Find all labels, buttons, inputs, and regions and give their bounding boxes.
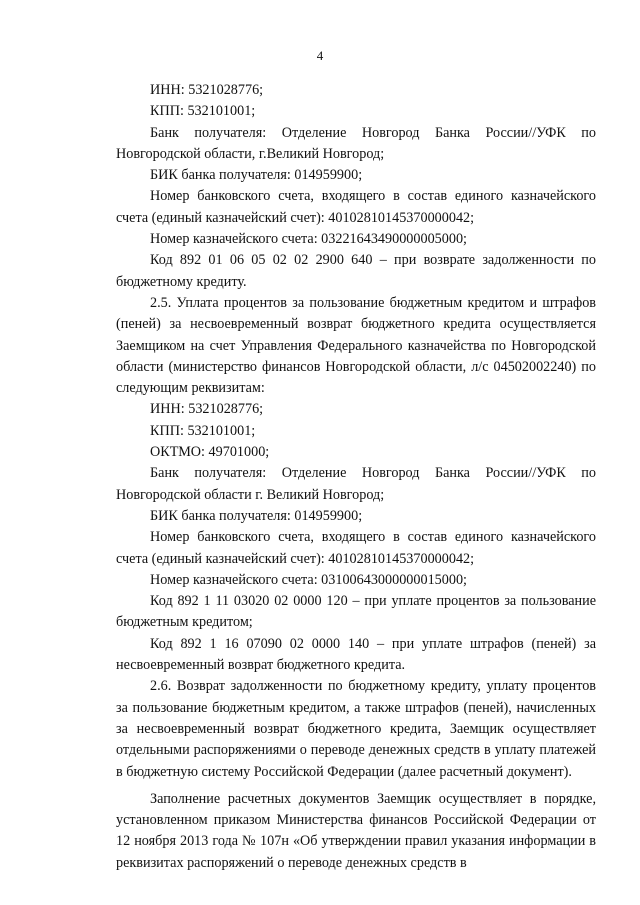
inn-line: ИНН: 5321028776; — [150, 401, 264, 418]
kpp-line: КПП: 532101001; — [150, 103, 256, 120]
kpp-line: КПП: 532101001; — [150, 422, 256, 439]
paragraph-filling: Заполнение расчетных документов Заемщик осуществляет в порядке, установленном приказом Министерства финансов Российской Федерации от 12 ноября 2013 года № 107н «Об утверждении правил указания информации в реквизитах распоряжений о переводе денежных средств в — [116, 790, 596, 871]
code-interest-line: Код 892 1 11 03020 02 0000 120 – при уплате процентов за пользование бюджетным кредитом; — [116, 593, 596, 631]
bank-account-line: Номер банковского счета, входящего в состав единого казначейского счета (единый казначейский счет): 40102810145370000042; — [116, 188, 596, 226]
code-line: Код 892 01 06 05 02 02 2900 640 – при возврате задолженности по бюджетному кредиту. — [116, 252, 596, 290]
page-number: 4 — [316, 48, 324, 63]
document-body — [116, 80, 596, 874]
oktmo-line: ОКТМО: 49701000; — [150, 444, 270, 461]
treasury-account-line: Номер казначейского счета: 03221643490000005000; — [150, 231, 467, 248]
bank-account-line: Номер банковского счета, входящего в состав единого казначейского счета (единый казначейский счет): 40102810145370000042; — [116, 529, 596, 567]
bik-line: БИК банка получателя: 014959900; — [150, 167, 363, 184]
paragraph-2-5: 2.5. Уплата процентов за пользование бюджетным кредитом и штрафов (пеней) за несвоевременный возврат бюджетного кредита осуществляется Заемщиком на счет Управления Федерального казначейства по Новгородской области (министерство финансов Новгородской области, л/с 04502002240) по следующим реквизитам: — [116, 294, 596, 397]
treasury-account-line: Номер казначейского счета: 03100643000000015000; — [150, 571, 467, 588]
code-penalty-line: Код 892 1 16 07090 02 0000 140 – при уплате штрафов (пеней) за несвоевременный возврат бюджетного кредита. — [116, 635, 596, 674]
bik-line: БИК банка получателя: 014959900; — [150, 507, 363, 524]
recipient-bank-line: Банк получателя: Отделение Новгород Банка России//УФК по Новгородской области, г.Великий Новгород; — [116, 124, 596, 162]
paragraph-2-6: 2.6. Возврат задолженности по бюджетному кредиту, уплату процентов за пользование бюджетным кредитом, а также штрафов (пеней), начисленных за несвоевременный возврат бюджетного кредита, Заемщик осуществляет отдельными распоряжениями о переводе денежных средств в уплату платежей в бюджетную систему Российской Федерации (далее расчетный документ). — [116, 678, 596, 780]
inn-line: ИНН: 5321028776; — [150, 82, 264, 98]
recipient-bank-line: Банк получателя: Отделение Новгород Банка России//УФК по Новгородской области г. Великий Новгород; — [116, 465, 596, 503]
